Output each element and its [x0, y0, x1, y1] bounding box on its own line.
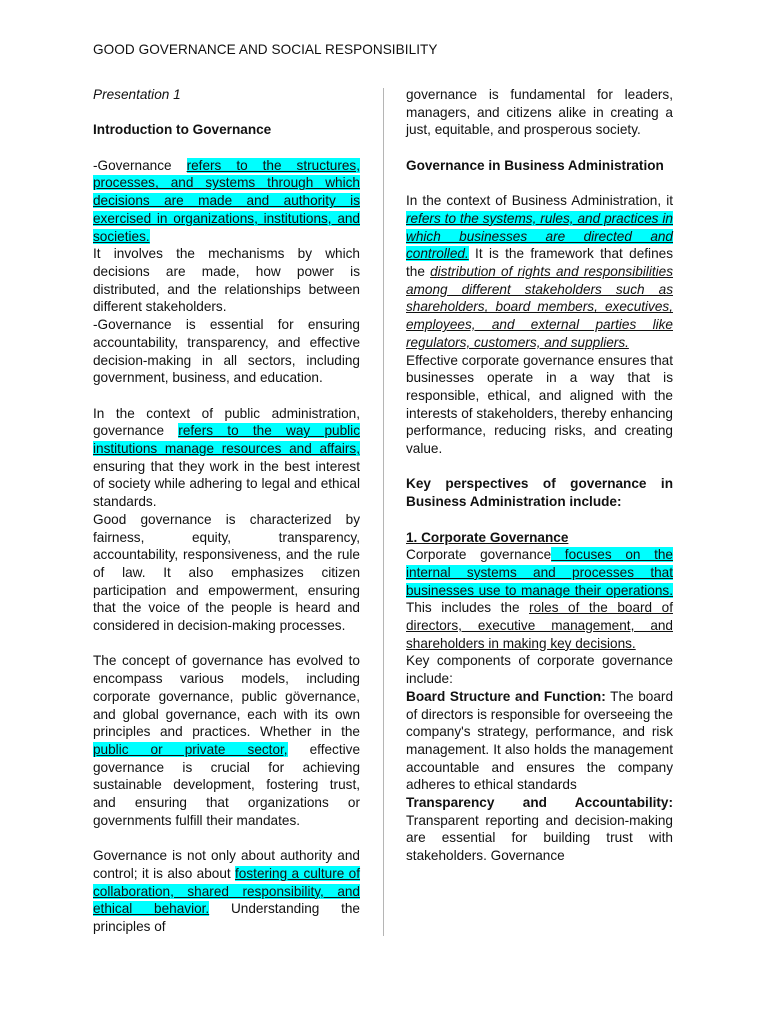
text: It is the framework that defines the [406, 246, 673, 279]
key-perspectives-heading: Key perspectives of governance in Business Administration include: [406, 476, 673, 510]
governance-definition [93, 157, 360, 246]
text: This includes the [406, 600, 530, 616]
collaboration-paragraph [93, 847, 360, 936]
paragraph: Key components of corporate governance include: [406, 653, 673, 687]
corporate-governance-paragraph [406, 546, 673, 652]
corporate-governance-heading: 1. Corporate Governance [406, 529, 569, 545]
underlined-text: roles of the board of directors, executive management, and shareholders in making key decisions. [406, 600, 673, 651]
text: In the context of public administration, governance [93, 405, 360, 439]
text: effective governance is crucial for achieving sustainable development, fostering trust, and ensuring that organizations or governments fulfill their mandates. [93, 741, 360, 828]
transparency-paragraph [406, 794, 673, 865]
highlighted-text: fostering a culture of collaboration, shared responsibility, and ethical behavior. [93, 865, 360, 917]
left-column [93, 86, 360, 936]
text: Governance is not only about authority and control; it is also about [93, 848, 360, 881]
document-title: GOOD GOVERNANCE AND SOCIAL RESPONSIBILITY [93, 42, 438, 57]
text: Transparent reporting and decision-making are essential for building trust with stakeholders. Governance [406, 812, 673, 864]
column-divider [383, 88, 384, 936]
underlined-text: distribution of rights and responsibilities among different stakeholders such as shareholders, board members, executives, employees, and external parties like regulators, customers, and suppliers. [406, 264, 673, 350]
bold-label: Board Structure and Function: [406, 688, 606, 704]
business-heading: Governance in Business Administration [406, 157, 664, 173]
bold-label: Transparency and Accountability: [406, 795, 673, 811]
highlighted-text: public or private sector, [93, 741, 288, 757]
highlighted-text: refers to the way public institutions manage resources and affairs, [93, 423, 360, 457]
board-structure-paragraph [406, 688, 673, 794]
highlighted-text: focuses on the internal systems and processes that businesses use to manage their operations. [406, 547, 673, 598]
public-admin-paragraph [93, 405, 360, 511]
right-column [406, 86, 673, 865]
paragraph: governance is fundamental for leaders, managers, and citizens alike in creating a just, equitable, and prosperous society. [406, 87, 673, 138]
paragraph: Effective corporate governance ensures that businesses operate in a way that is responsible, ethical, and aligned with the interests of stakeholders, thereby enhancing performance, reducing risks, and creating value. [406, 352, 673, 457]
text: Corporate governance [406, 547, 552, 563]
paragraph: -Governance is essential for ensuring accountability, transparency, and effective decision-making in all sectors, including government, business, and education. [93, 317, 360, 386]
text: ensuring that they work in the best interest of society while adhering to legal and ethical standards. [93, 458, 360, 510]
text: The concept of governance has evolved to encompass various models, including corporate governance, public gövernance, and global governance, each with its own principles and practices. Whether in the [93, 653, 360, 740]
paragraph: Good governance is characterized by fairness, equity, transparency, accountability, responsiveness, and the rule of law. It also emphasizes citizen participation and empowerment, ensuring that the voice of the people is heard and considered in decision-making processes. [93, 511, 360, 634]
intro-heading: Introduction to Governance [93, 122, 272, 138]
business-paragraph [406, 192, 673, 351]
highlighted-text: refers to the systems, rules, and practices in which businesses are directed and controlled. [406, 210, 673, 262]
concept-paragraph [93, 652, 360, 829]
text: In the context of Business Administration, it [406, 193, 673, 209]
text: Understanding the principles of [93, 901, 360, 934]
text: -Governance [93, 157, 187, 173]
paragraph: It involves the mechanisms by which decisions are made, how power is distributed, and the relationships between different stakeholders. [93, 246, 360, 315]
highlighted-text: refers to the structures, processes, and systems through which decisions are made and authority is exercised in organizations, institutions, and societies. [93, 157, 360, 244]
presentation-label: Presentation 1 [93, 87, 181, 102]
text: The board of directors is responsible for overseeing the company's strategy, performance, and risk management. It also holds the management accountable and ensures the company adheres to ethical standards [406, 688, 674, 793]
